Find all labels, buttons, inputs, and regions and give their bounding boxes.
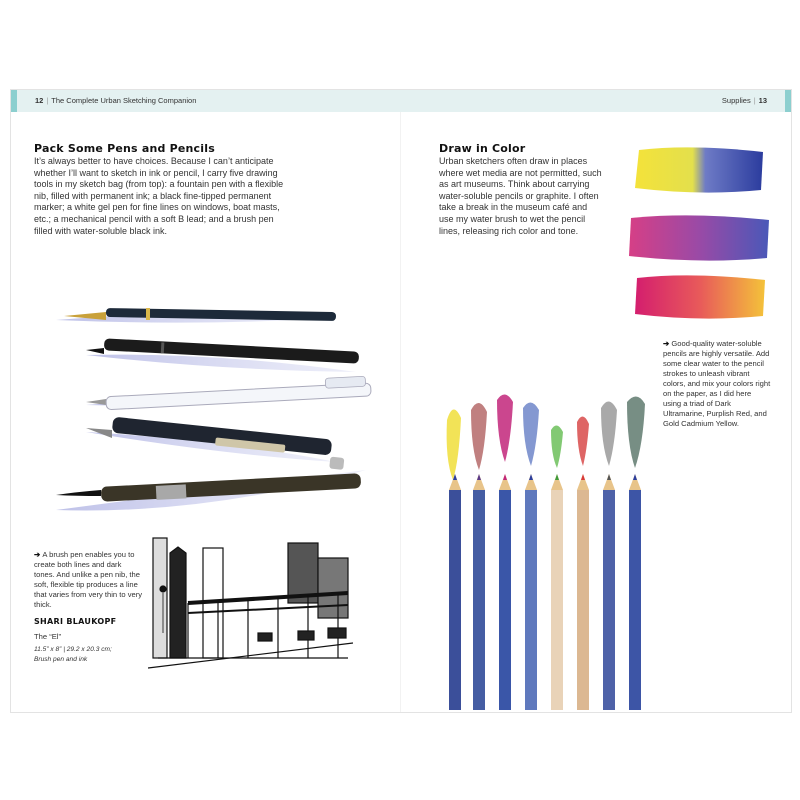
pencil-3 bbox=[497, 394, 513, 710]
color-swatches bbox=[621, 142, 771, 332]
left-running-header: 12 | The Complete Urban Sketching Companion bbox=[11, 90, 405, 112]
artwork-title: The “El” bbox=[34, 632, 62, 641]
right-running-header: Supplies | 13 bbox=[397, 90, 791, 112]
pencil-8 bbox=[627, 396, 645, 710]
left-caption bbox=[34, 550, 144, 610]
fountain-pen bbox=[56, 308, 336, 323]
pencil-5 bbox=[551, 425, 563, 710]
pencil-7 bbox=[601, 401, 617, 710]
mechanical-pencil bbox=[86, 417, 344, 470]
artist-name: SHARI BLAUKOPF bbox=[34, 617, 117, 626]
left-heading: Pack Some Pens and Pencils bbox=[34, 142, 215, 155]
right-body-text: Urban sketchers often draw in places where wet media are not permitted, such as art museums. Think about carrying water-soluble pencils or graphite. I often take a break in the museum café and use my water brush to wet the pencil lines, releasing rich color and tone. bbox=[439, 156, 602, 236]
right-page-number: 13 bbox=[758, 96, 767, 105]
pencil-1 bbox=[447, 409, 461, 710]
artwork-medium: Brush pen and ink bbox=[34, 656, 88, 663]
artwork-size: 11.5” x 8” | 29.2 x 20.3 cm; bbox=[34, 646, 112, 653]
book-spread bbox=[10, 89, 792, 713]
left-page-number: 12 bbox=[35, 96, 44, 105]
brush-pen bbox=[56, 470, 366, 511]
caption-arrow-icon: ➔ bbox=[34, 550, 41, 559]
right-heading: Draw in Color bbox=[439, 142, 526, 155]
pens-illustration bbox=[46, 290, 376, 530]
pencil-6 bbox=[577, 416, 589, 710]
right-caption-text: Good-quality water-soluble pencils are highly versatile. Add some clear water to the pencil strokes to unleash vibrant colors, and mix your colors right on the paper, as I did here using a triad of Dark Ultramarine, Purplish Red, and Gold Cadmium Yellow. bbox=[663, 339, 771, 428]
colored-pencils-illustration bbox=[439, 390, 659, 710]
pencil-4 bbox=[523, 402, 539, 710]
right-section-title: Supplies bbox=[721, 96, 751, 105]
caption-arrow-icon: ➔ bbox=[663, 339, 670, 348]
swatch-red-yellow bbox=[635, 275, 765, 318]
right-page bbox=[401, 90, 791, 712]
el-train-sketch bbox=[148, 533, 353, 673]
left-caption-text: A brush pen enables you to create both lines and dark tones. And unlike a pen nib, the soft, flexible tip produces a line that varies from very thin to very thick. bbox=[34, 550, 143, 609]
left-running-title: The Complete Urban Sketching Companion bbox=[51, 96, 197, 105]
left-body-text: It’s always better to have choices. Because I can’t anticipate whether I’ll want to sketch in ink or pencil, I carry five drawing tools in my sketch bag (from top): a fountain pen with a flexible nib, filled with permanent ink; a black fine-tipped permanent marker; a white gel pen for fine lines on windows, boat masts, etc.; a mechanical pencil with a soft B lead; and a brush pen filled with water-soluble black ink. bbox=[34, 156, 284, 236]
swatch-yellow-ultramarine bbox=[635, 147, 763, 192]
pencil-2 bbox=[471, 403, 487, 710]
black-marker bbox=[86, 338, 359, 372]
left-page bbox=[11, 90, 401, 712]
white-gel-pen bbox=[86, 376, 371, 410]
right-caption bbox=[663, 339, 771, 429]
swatch-purplish-ultramarine bbox=[629, 215, 769, 260]
